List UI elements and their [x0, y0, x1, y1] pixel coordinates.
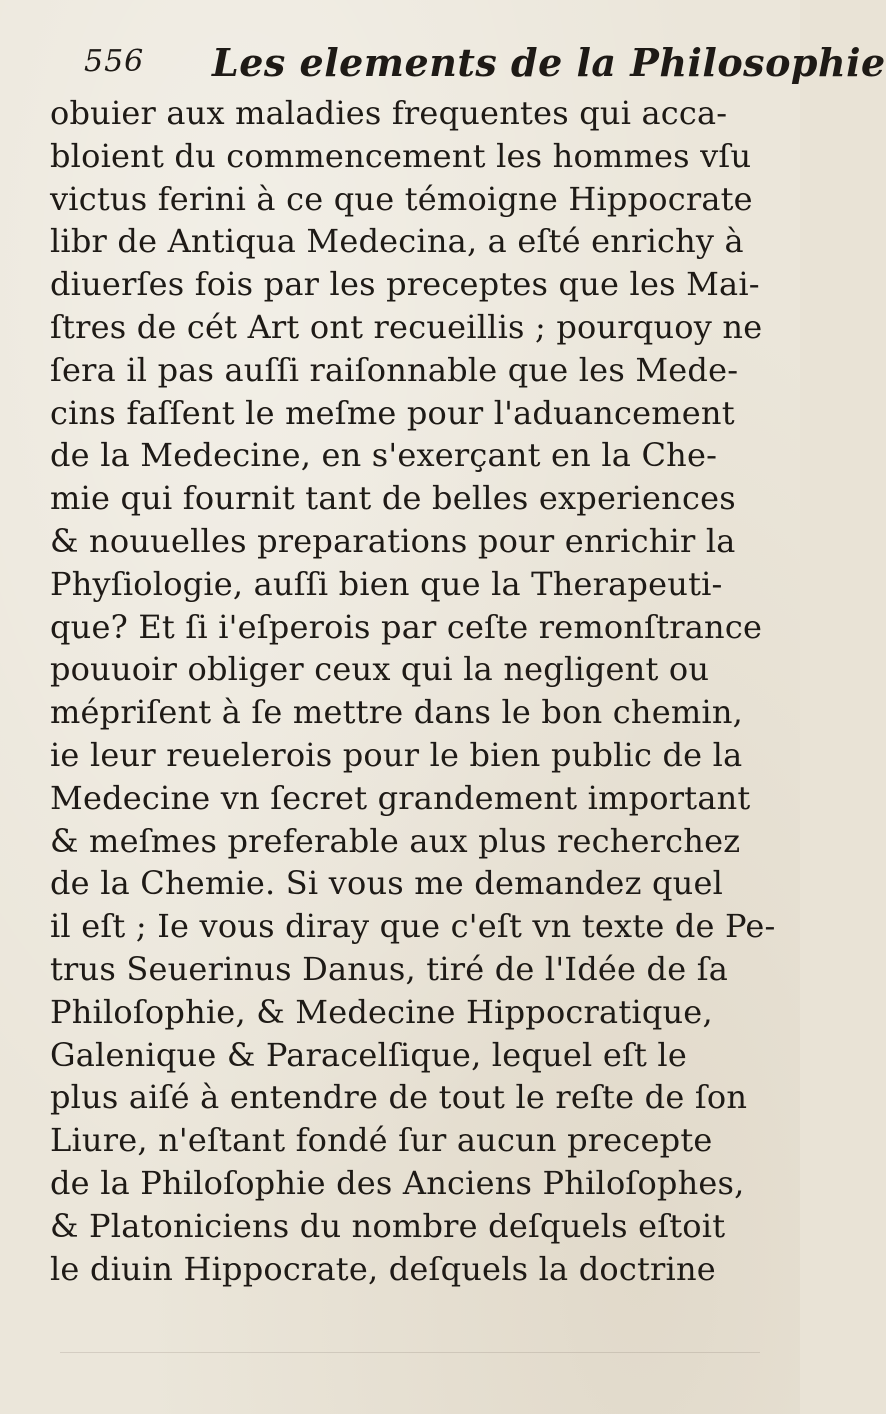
- text-line: mie qui fournit tant de belles experiences: [50, 479, 736, 518]
- text-line: de la Chemie. Si vous me demandez quel: [50, 864, 724, 903]
- text-line: trus Seuerinus Danus, tiré de l'Idée de ſa: [50, 949, 729, 988]
- text-line: Liure, n'eſtant fondé ſur aucun precepte: [50, 1121, 713, 1160]
- text-line: & nouuelles preparations pour enrichir la: [50, 521, 736, 560]
- text-line: cins faſſent le meſme pour l'aduancement: [50, 393, 735, 432]
- text-line: plus aiſé à entendre de tout le reſte de ſon: [50, 1078, 748, 1117]
- page-header: [84, 38, 886, 90]
- text-line: pouuoir obliger ceux qui la negligent ou: [50, 650, 710, 689]
- text-line: ſera il pas auſſi raiſonnable que les Mede-: [50, 350, 739, 389]
- text-line: il eſt ; Ie vous diray que c'eſt vn texte de Pe-: [50, 907, 776, 946]
- text-line: Phyſiologie, auſſi bien que la Therapeuti-: [50, 564, 723, 603]
- text-line: bloient du commencement les hommes vſu: [50, 136, 752, 175]
- text-line: Philoſophie, & Medecine Hippocratique,: [50, 992, 713, 1031]
- body-text: [50, 92, 792, 1290]
- text-line: ſtres de cét Art ont recueillis ; pourquoy ne: [50, 307, 763, 346]
- text-line: ie leur reuelerois pour le bien public de la: [50, 735, 743, 774]
- page-number: 556: [84, 44, 145, 79]
- text-line: & meſmes preferable aux plus recherchez: [50, 821, 741, 860]
- text-line: le diuin Hippocrate, deſquels la doctrine: [50, 1249, 716, 1288]
- text-line: diuerſes fois par les preceptes que les Mai-: [50, 265, 760, 304]
- text-line: victus ferini à ce que témoigne Hippocrate: [50, 179, 753, 218]
- text-line: obuier aux maladies frequentes qui acca-: [50, 94, 728, 132]
- text-line: & Platoniciens du nombre deſquels eſtoit: [50, 1206, 726, 1245]
- text-line: libr de Antiqua Medecina, a eſté enrichy à: [50, 222, 744, 261]
- text-line: de la Philoſophie des Anciens Philoſophes,: [50, 1163, 745, 1202]
- text-line: mépriſent à ſe mettre dans le bon chemin,: [50, 693, 743, 732]
- text-line: Medecine vn ſecret grandement important: [50, 778, 751, 817]
- text-line: que? Et ſi i'eſperois par ceſte remonſtrance: [50, 607, 763, 646]
- text-line: Galenique & Paracelſique, lequel eſt le: [50, 1035, 688, 1074]
- page-bottom-edge: [60, 1352, 760, 1353]
- running-title: Les elements de la Philosophie: [212, 40, 886, 85]
- text-line: de la Medecine, en s'exerçant en la Che-: [50, 436, 718, 475]
